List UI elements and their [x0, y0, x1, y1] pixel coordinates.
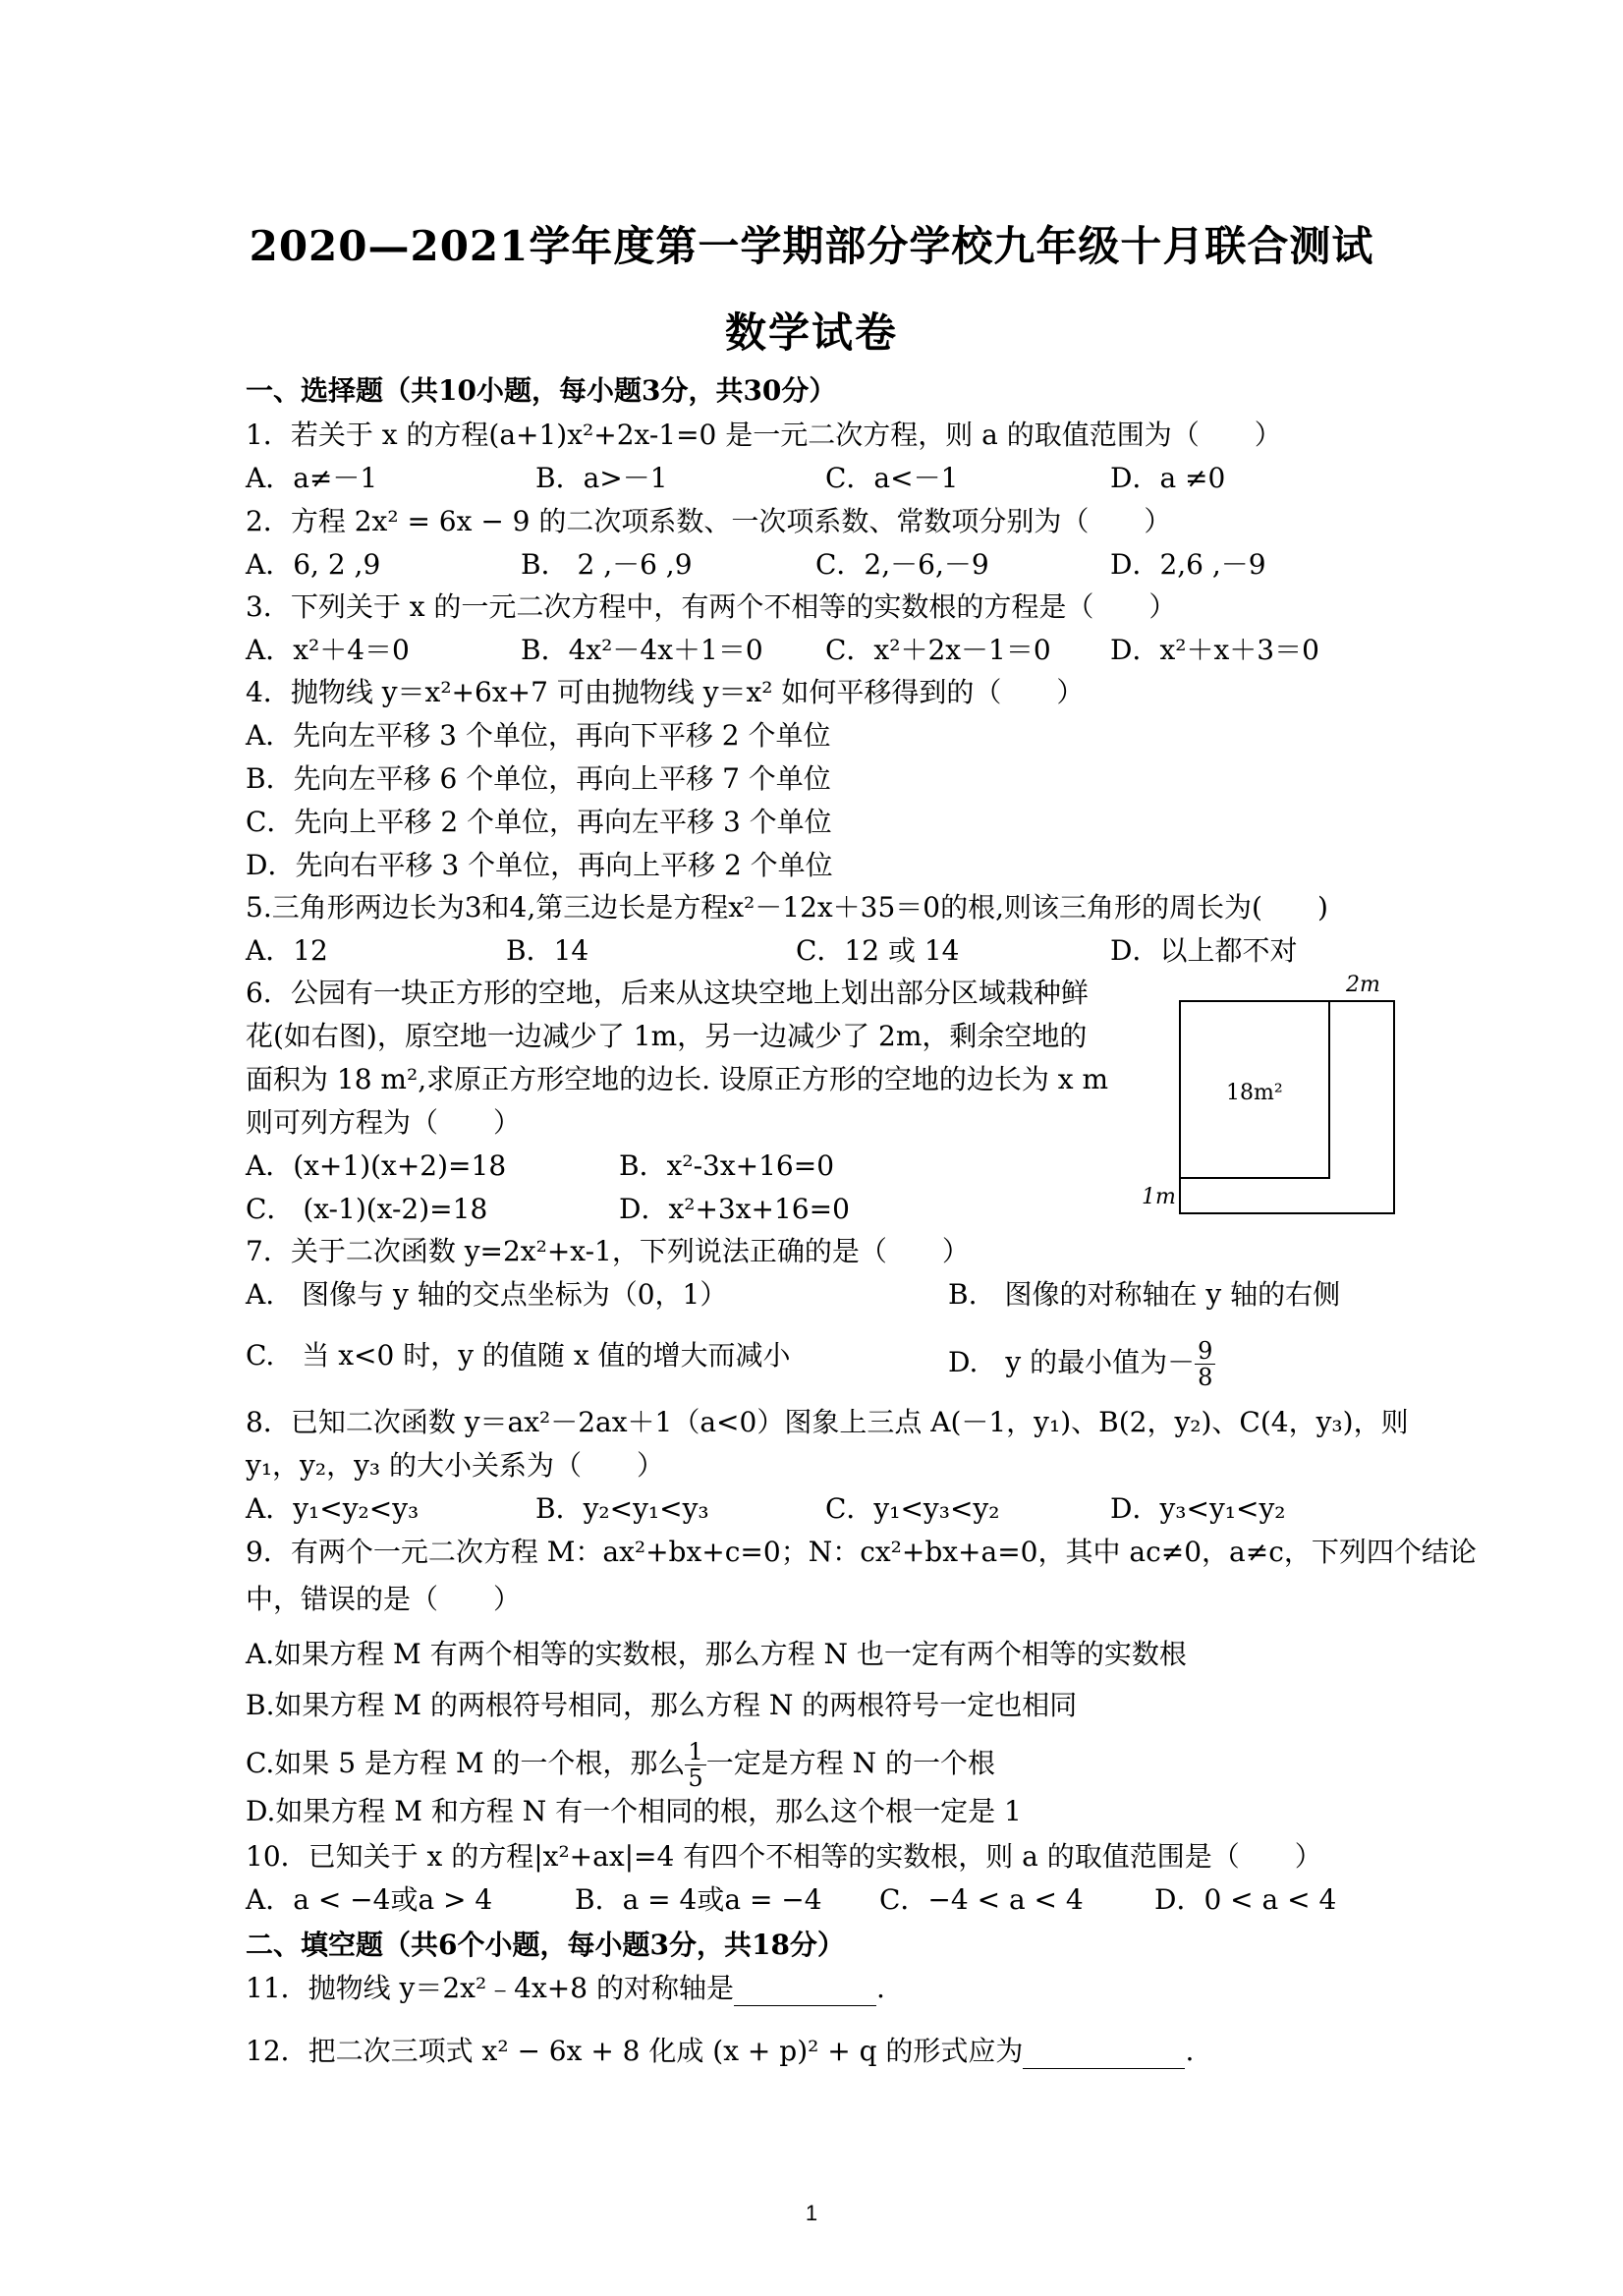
fraction-numerator: 9 [1195, 1338, 1215, 1365]
figure-label-top: 2m [1346, 973, 1380, 997]
q3-option-b: B．4x²－4x＋1＝0 [521, 634, 763, 666]
question-1-stem: 1．若关于 x 的方程(a+1)x²+2x-1=0 是一元二次方程，则 a 的取值范围为（ ） [246, 419, 1282, 451]
q10-option-d: D．0 < a < 4 [1154, 1883, 1337, 1916]
q5-option-b: B．14 [506, 934, 589, 967]
q5-option-c: C．12 或 14 [796, 934, 960, 967]
q1-option-d: D．a ≠0 [1110, 462, 1226, 494]
figure-label-bottom: 1m [1142, 1185, 1176, 1209]
q1-option-b: B．a>－1 [535, 462, 668, 494]
question-5-stem: 5.三角形两边长为3和4,第三边长是方程x²－12x＋35＝0的根,则该三角形的周长为( ) [246, 891, 1328, 924]
question-7-stem: 7．关于二次函数 y=2x²+x-1，下列说法正确的是（ ） [246, 1235, 970, 1267]
q10-option-c: C．−4 < a < 4 [879, 1883, 1084, 1916]
q7-option-d-text: D. y 的最小值为－ [948, 1346, 1196, 1378]
q9-option-c-text-1: C.如果 5 是方程 M 的一个根，那么 [246, 1747, 686, 1779]
q9-option-c-text-2: 一定是方程 N 的一个根 [705, 1747, 996, 1779]
q7-option-c: C. 当 x<0 时，y 的值随 x 值的增大而减小 [246, 1339, 791, 1372]
q7-fraction [1195, 1338, 1215, 1390]
q9-option-d: D.如果方程 M 和方程 N 有一个相同的根，那么这个根一定是 1 [246, 1795, 1022, 1827]
q2-option-b: B． 2 ,－6 ,9 [521, 548, 693, 581]
question-2-stem: 2．方程 2x² = 6x − 9 的二次项系数、一次项系数、常数项分别为（ ） [246, 505, 1172, 537]
figure-label-area: 18m² [1226, 1081, 1283, 1105]
q1-option-a: A．a≠－1 [246, 462, 378, 494]
q9-option-c [246, 1739, 995, 1791]
question-10-stem: 10．已知关于 x 的方程|x²+ax|=4 有四个不相等的实数根，则 a 的取值范围是（ ） [246, 1840, 1322, 1873]
section-heading-choice: 一、选择题（共10小题，每小题3分，共30分） [246, 374, 837, 407]
q8-option-c: C．y₁<y₃<y₂ [825, 1492, 1000, 1525]
fraction-denominator: 5 [688, 1764, 703, 1792]
exam-subtitle: 数学试卷 [724, 308, 898, 357]
question-4-stem: 4．抛物线 y＝x²+6x+7 可由抛物线 y＝x² 如何平移得到的（ ） [246, 676, 1085, 708]
q7-option-a: A. 图像与 y 轴的交点坐标为（0，1） [246, 1278, 728, 1311]
q7-option-d [948, 1338, 1215, 1390]
q10-option-a: A．a < −4或a > 4 [246, 1883, 493, 1916]
question-6-line-1: 6．公园有一块正方形的空地，后来从这块空地上划出部分区域栽种鲜 [246, 977, 1089, 1009]
q6-option-b: B．x²-3x+16=0 [619, 1149, 835, 1182]
fraction-numerator: 1 [685, 1739, 705, 1765]
q3-option-c: C．x²＋2x－1＝0 [825, 634, 1051, 666]
q6-option-c: C． (x-1)(x-2)=18 [246, 1193, 488, 1225]
question-9-line-2: 中，错误的是（ ） [246, 1583, 522, 1615]
question-8-line-2: y₁，y₂，y₃ 的大小关系为（ ） [246, 1449, 665, 1482]
question-11 [246, 1971, 885, 2006]
q6-option-d: D．x²+3x+16=0 [619, 1193, 850, 1225]
fraction-denominator: 8 [1198, 1364, 1213, 1391]
exam-title: 2020—2021学年度第一学期部分学校九年级十月联合测试 [249, 222, 1374, 270]
q3-option-a: A．x²＋4＝0 [246, 634, 410, 666]
q5-option-d: D．以上都不对 [1110, 934, 1298, 967]
question-6-line-2: 花(如右图)，原空地一边减少了 1m，另一边减少了 2m，剩余空地的 [246, 1020, 1088, 1052]
q1-option-c: C．a<－1 [825, 462, 959, 494]
question-11-stem: 11．抛物线 y＝2x²﹣4x+8 的对称轴是 [246, 1972, 734, 2004]
q2-option-c: C．2,－6,－9 [815, 548, 989, 581]
q6-option-a: A．(x+1)(x+2)=18 [246, 1149, 507, 1182]
q8-option-a: A．y₁<y₂<y₃ [246, 1492, 420, 1525]
question-9-line-1: 9．有两个一元二次方程 M：ax²+bx+c=0；N：cx²+bx+a=0，其中 ac≠0，a≠c，下列四个结论 [246, 1536, 1477, 1568]
q7-option-b: B. 图像的对称轴在 y 轴的右侧 [948, 1278, 1341, 1311]
q5-option-a: A．12 [246, 934, 328, 967]
q9-option-a: A.如果方程 M 有两个相等的实数根，那么方程 N 也一定有两个相等的实数根 [246, 1638, 1187, 1670]
q4-option-d: D．先向右平移 3 个单位，再向上平移 2 个单位 [246, 849, 833, 881]
q4-option-a: A．先向左平移 3 个单位，再向下平移 2 个单位 [246, 719, 831, 752]
question-3-stem: 3．下列关于 x 的一元二次方程中，有两个不相等的实数根的方程是（ ） [246, 590, 1177, 623]
q4-option-c: C．先向上平移 2 个单位，再向左平移 3 个单位 [246, 806, 832, 838]
q11-end: . [875, 1972, 885, 2004]
q9-fraction [685, 1739, 705, 1791]
q10-option-b: B．a = 4或a = −4 [575, 1883, 822, 1916]
q12-answer-blank[interactable] [1023, 2039, 1185, 2069]
q3-option-d: D．x²＋x＋3＝0 [1110, 634, 1319, 666]
q4-option-b: B．先向左平移 6 个单位，再向上平移 7 个单位 [246, 762, 831, 795]
page-number: 1 [805, 2201, 818, 2225]
q8-option-d: D．y₃<y₁<y₂ [1110, 1492, 1286, 1525]
q11-answer-blank[interactable] [734, 1976, 876, 2006]
q9-option-b: B.如果方程 M 的两根符号相同，那么方程 N 的两根符号一定也相同 [246, 1689, 1078, 1721]
question-12-stem: 12．把二次三项式 x² − 6x + 8 化成 (x + p)² + q 的形式应为 [246, 2035, 1024, 2067]
question-12 [246, 2034, 1194, 2069]
q8-option-b: B．y₂<y₁<y₃ [535, 1492, 709, 1525]
q12-end: . [1185, 2035, 1195, 2067]
q2-option-d: D．2,6 ,－9 [1110, 548, 1266, 581]
section-heading-fill: 二、填空题（共6个小题，每小题3分，共18分） [246, 1929, 845, 1961]
question-6-line-4: 则可列方程为（ ） [246, 1106, 522, 1139]
question-8-line-1: 8．已知二次函数 y＝ax²－2ax＋1（a<0）图象上三点 A(－1，y₁)、B(2，y₂)、C(4，y₃)，则 [246, 1406, 1409, 1438]
question-6-line-3: 面积为 18 m²,求原正方形空地的边长. 设原正方形的空地的边长为 x m [246, 1063, 1109, 1095]
q2-option-a: A．6, 2 ,9 [246, 548, 381, 581]
